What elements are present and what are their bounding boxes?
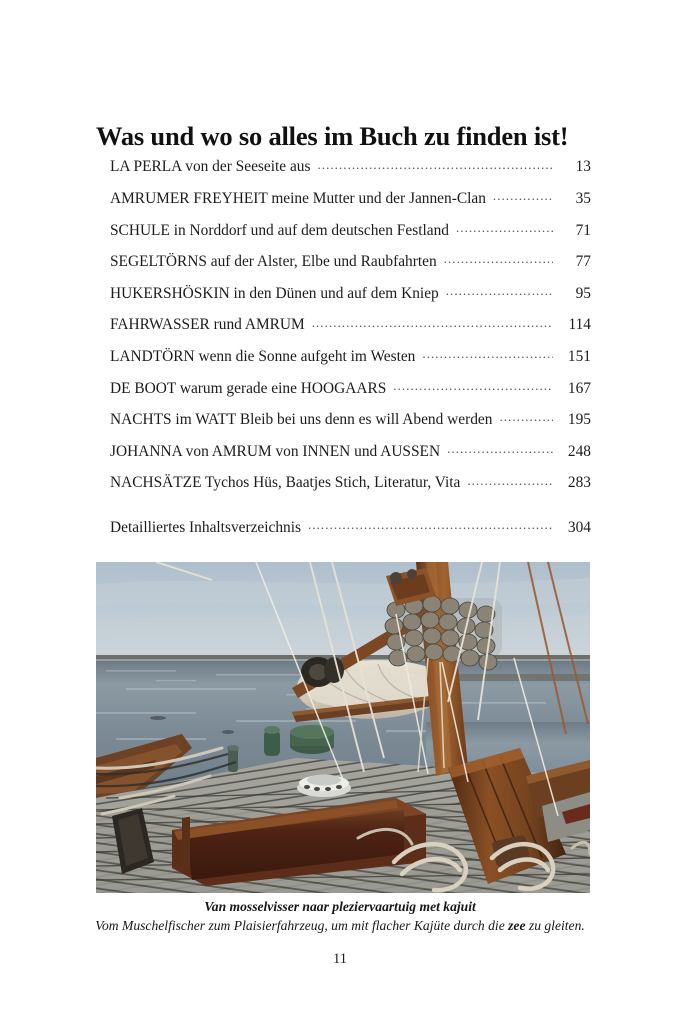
page-title: Was und wo so alles im Buch zu finden ist! bbox=[96, 120, 569, 151]
toc-entry[interactable] bbox=[110, 282, 591, 314]
toc-entry-label: LANDTÖRN wenn die Sonne aufgeht im Westen bbox=[110, 347, 416, 365]
caption-line-dutch: Van mosselvisser naar pleziervaartuig met kajuit bbox=[204, 899, 476, 914]
toc-entry-page: 13 bbox=[575, 158, 591, 176]
caption-line-german bbox=[60, 917, 620, 936]
toc-entry[interactable] bbox=[110, 346, 591, 378]
toc-entry-page: 114 bbox=[568, 316, 591, 334]
caption-german-after: zu gleiten. bbox=[525, 917, 585, 933]
caption-german-emphasis: zee bbox=[508, 917, 526, 933]
toc-entry-page: 95 bbox=[575, 284, 591, 302]
toc-entry[interactable] bbox=[110, 409, 591, 441]
toc-entry-label: AMRUMER FREYHEIT meine Mutter und der Jannen-Clan bbox=[110, 189, 486, 207]
toc-dot-leader bbox=[444, 251, 553, 266]
figure-caption bbox=[60, 898, 620, 936]
boat-deck-illustration bbox=[96, 562, 590, 893]
toc-entry-label: JOHANNA von AMRUM von INNEN und AUSSEN bbox=[110, 442, 441, 460]
toc-entry-label: SCHULE in Norddorf und auf dem deutschen Festland bbox=[110, 221, 449, 239]
toc-dot-leader bbox=[467, 472, 553, 487]
toc-dot-leader bbox=[317, 156, 553, 171]
toc-entry-page: 71 bbox=[575, 221, 591, 239]
toc-entry-page: 283 bbox=[567, 474, 591, 492]
toc-entry-detailed-index[interactable] bbox=[110, 517, 591, 549]
caption-german-before: Vom Muschelfischer zum Plaisierfahrzeug, um mit flacher Kajüte durch die bbox=[95, 917, 509, 933]
toc-entry-page: 167 bbox=[567, 379, 591, 397]
toc-entry[interactable] bbox=[110, 156, 591, 188]
toc-entry-page: 35 bbox=[575, 189, 591, 207]
toc-entry-page: 195 bbox=[567, 411, 591, 429]
toc-dot-leader bbox=[446, 282, 553, 297]
toc-entry-label: SEGELTÖRNS auf der Alster, Elbe und Raubfahrten bbox=[110, 253, 437, 271]
toc-entry-page: 77 bbox=[575, 253, 591, 271]
toc-entry-label: NACHSÄTZE Tychos Hüs, Baatjes Stich, Literatur, Vita bbox=[110, 474, 461, 492]
toc-dot-leader bbox=[422, 346, 553, 361]
toc-entry[interactable] bbox=[110, 314, 591, 346]
toc-entry[interactable] bbox=[110, 188, 591, 220]
toc-dot-leader bbox=[447, 440, 553, 455]
page-number: 11 bbox=[333, 951, 347, 967]
toc-dot-leader bbox=[499, 409, 553, 424]
toc-dot-leader bbox=[393, 377, 553, 392]
toc-entry-label: LA PERLA von der Seeseite aus bbox=[110, 158, 311, 176]
toc-dot-leader bbox=[456, 219, 553, 234]
toc-dot-leader bbox=[312, 314, 553, 329]
toc-entry[interactable] bbox=[110, 472, 591, 504]
toc-entry[interactable] bbox=[110, 219, 591, 251]
toc-entry-page: 248 bbox=[567, 442, 591, 460]
toc-dot-leader bbox=[493, 188, 553, 203]
toc-entry-label: Detailliertes Inhaltsverzeichnis bbox=[110, 518, 302, 536]
table-of-contents bbox=[110, 156, 591, 548]
toc-entry-page: 304 bbox=[567, 518, 591, 536]
toc-entry-label: FAHRWASSER rund AMRUM bbox=[110, 316, 305, 334]
toc-entry-page: 151 bbox=[567, 347, 591, 365]
toc-entry-label: HUKERSHÖSKIN in den Dünen und auf dem Kniep bbox=[110, 284, 439, 302]
toc-entry[interactable] bbox=[110, 377, 591, 409]
toc-entry[interactable] bbox=[110, 251, 591, 283]
toc-dot-leader bbox=[308, 517, 553, 532]
toc-entry[interactable] bbox=[110, 440, 591, 472]
toc-entry-label: NACHTS im WATT Bleib bei uns denn es will Abend werden bbox=[110, 411, 493, 429]
boat-deck-photo bbox=[96, 562, 590, 893]
toc-entry-label: DE BOOT warum gerade eine HOOGAARS bbox=[110, 379, 387, 397]
